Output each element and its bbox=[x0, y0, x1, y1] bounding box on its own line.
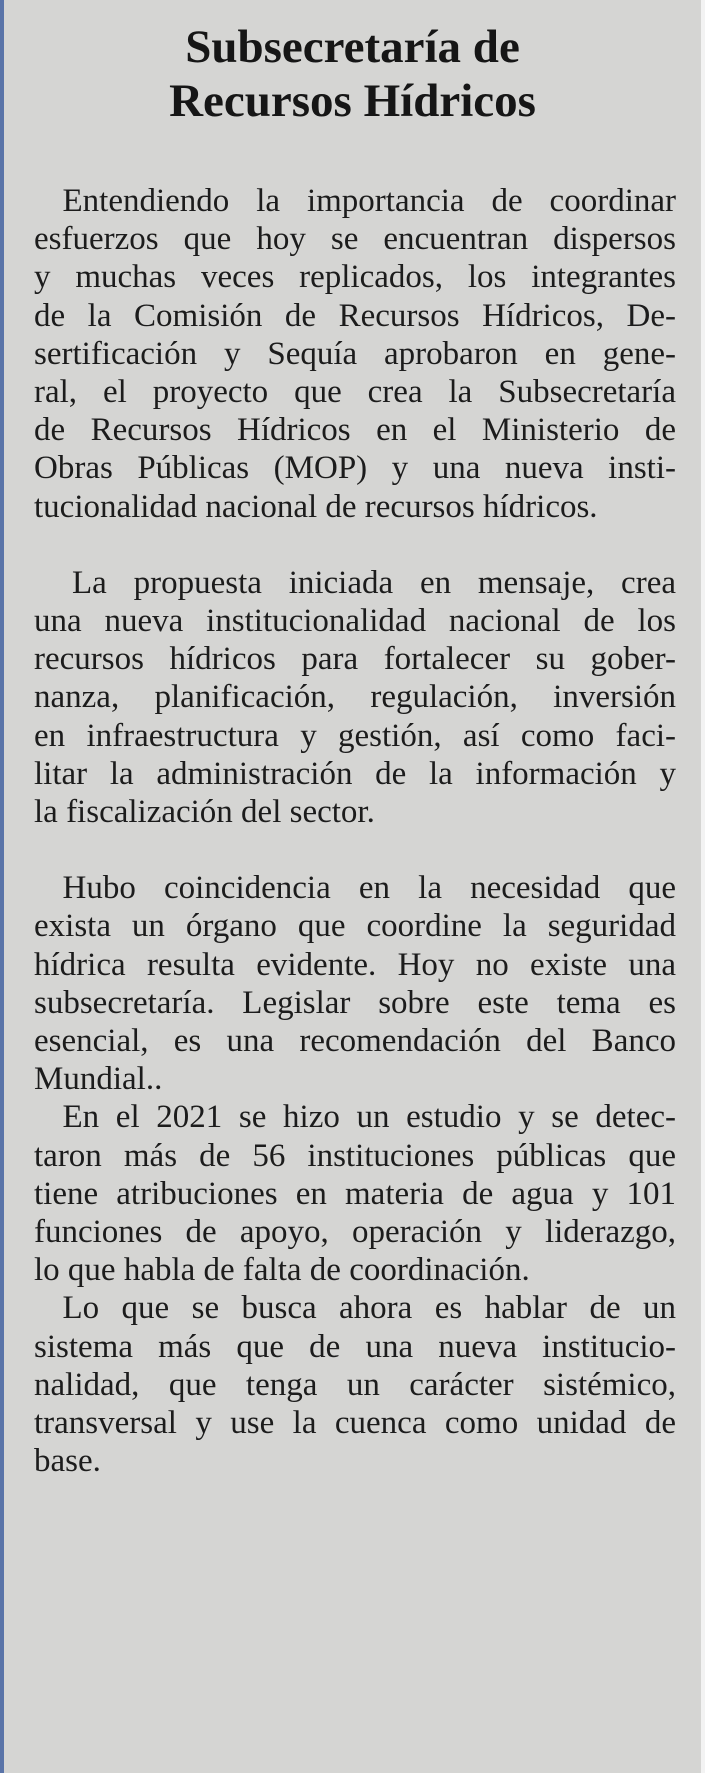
text-line: Entendiendo la importancia de coordinar bbox=[62, 183, 676, 219]
text-line: litar la administración de la información y bbox=[34, 755, 676, 792]
text-line: esencial, es una recomendación del Banco bbox=[34, 1023, 676, 1060]
title-line-1: Subsecretaría de bbox=[185, 21, 520, 73]
text-line: Lo que se busca ahora es hablar de un bbox=[62, 1290, 676, 1327]
text-line: La propuesta iniciada en mensaje, crea bbox=[72, 564, 676, 601]
paragraph-gap bbox=[34, 831, 676, 869]
text-line: exista un órgano que coordine la seguridad bbox=[34, 908, 676, 945]
text-line: funciones de apoyo, operación y liderazgo, bbox=[34, 1214, 676, 1251]
text-line: En el 2021 se hizo un estudio y se detec- bbox=[62, 1099, 676, 1136]
text-line: esfuerzos que hoy se encuentran dispersos bbox=[34, 221, 676, 258]
text-line: ral, el proyecto que crea la Subsecretaría bbox=[34, 374, 676, 411]
text-line: de Recursos Hídricos en el Ministerio de bbox=[34, 412, 676, 449]
article-body bbox=[34, 182, 676, 1481]
paragraph-gap bbox=[34, 526, 676, 564]
text-line: sertificación y Sequía aprobaron en gene- bbox=[34, 335, 676, 372]
paragraph-2 bbox=[34, 564, 676, 831]
text-line: hídrica resulta evidente. Hoy no existe una bbox=[34, 946, 676, 983]
text-line: en infraestructura y gestión, así como faci- bbox=[34, 717, 676, 754]
text-line: nalidad, que tenga un carácter sistémico, bbox=[34, 1366, 676, 1403]
text-line: y muchas veces replicados, los integrantes bbox=[34, 259, 676, 296]
text-line: tucionalidad nacional de recursos hídricos. bbox=[34, 488, 598, 525]
paragraph-4 bbox=[34, 1098, 676, 1289]
text-line: base. bbox=[34, 1443, 101, 1480]
text-line: nanza, planificación, regulación, inversión bbox=[34, 679, 676, 716]
text-line: de la Comisión de Recursos Hídricos, De- bbox=[34, 297, 676, 334]
text-line: la fiscalización del sector. bbox=[34, 794, 375, 831]
article-title bbox=[4, 20, 701, 128]
text-line: Obras Públicas (MOP) y una nueva insti- bbox=[34, 450, 676, 487]
title-line-2: Recursos Hídricos bbox=[169, 75, 536, 127]
paragraph-5 bbox=[34, 1289, 676, 1480]
text-line: una nueva institucionalidad nacional de los bbox=[34, 603, 676, 640]
paragraph-1 bbox=[34, 182, 676, 526]
text-line: lo que habla de falta de coordinación. bbox=[34, 1252, 530, 1289]
text-line: recursos hídricos para fortalecer su gober- bbox=[34, 641, 676, 678]
text-line: subsecretaría. Legislar sobre este tema es bbox=[34, 984, 676, 1021]
text-line: transversal y use la cuenca como unidad de bbox=[34, 1405, 676, 1442]
text-line: Mundial.. bbox=[34, 1061, 163, 1098]
paragraph-3 bbox=[34, 869, 676, 1098]
text-line: Hubo coincidencia en la necesidad que bbox=[62, 870, 676, 907]
text-line: taron más de 56 instituciones públicas que bbox=[34, 1137, 676, 1174]
text-line: sistema más que de una nueva institucio- bbox=[34, 1328, 676, 1365]
text-line: tiene atribuciones en materia de agua y 101 bbox=[34, 1175, 676, 1212]
